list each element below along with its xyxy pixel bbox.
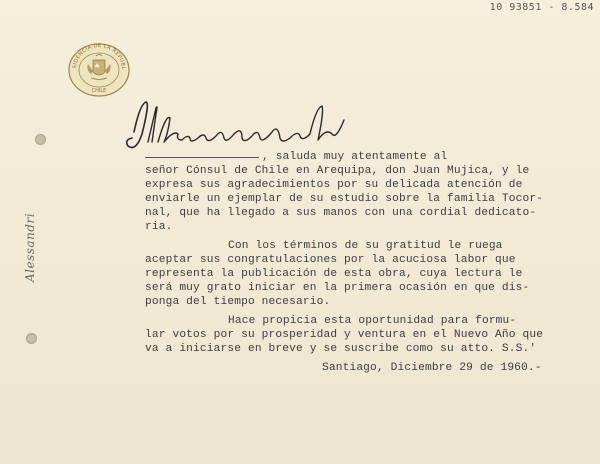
letter-line: lar votos por su prosperidad y ventura en el Nuevo Año que [145, 329, 544, 341]
punch-hole-top [35, 134, 46, 145]
seal-ring-text: SIDENCIA DE LA REPUBL [72, 42, 127, 71]
letter-line: , saluda muy atentamente al [262, 151, 448, 163]
letter-line: representa la publicación de esta obra, cuya lectura le [145, 268, 523, 280]
letter-line: será muy grato iniciar en la primera ocasión en que dis- [145, 282, 530, 294]
letter-line: aceptar sus congratulaciones por la acuciosa labor que [145, 254, 516, 266]
letter-line: ria. [145, 221, 173, 233]
signature-line [145, 157, 259, 158]
letter-line: Hace propicia esta oportunidad para formu- [228, 315, 517, 327]
letter-line: señor Cónsul de Chile en Arequipa, don Juan Mujica, y le [145, 165, 530, 177]
presidential-seal-icon [66, 42, 132, 98]
letter-line: nal, que ha llegado a sus manos con una cordial dedicato- [145, 207, 537, 219]
letter-line: enviarle un ejemplar de su estudio sobre la familia Tocor- [145, 193, 544, 205]
seal-bottom-text: CHILE [91, 88, 107, 94]
margin-note [10, 196, 50, 286]
letter-date: Santiago, Diciembre 29 de 1960.- [322, 362, 542, 374]
punch-hole-bottom [26, 333, 37, 344]
letter-line: va a iniciarse en breve y se suscribe como su atto. S.S.' [145, 343, 537, 355]
reference-number: 10 93851 - 8.584 [489, 2, 594, 13]
letter-line: Con los términos de su gratitud le ruega [228, 240, 503, 252]
letter-line: expresa sus agradecimientos por su delicada atención de [145, 179, 523, 191]
margin-note-text: Alessandri [23, 212, 37, 282]
letter-line: ponga del tiempo necesario. [145, 296, 331, 308]
